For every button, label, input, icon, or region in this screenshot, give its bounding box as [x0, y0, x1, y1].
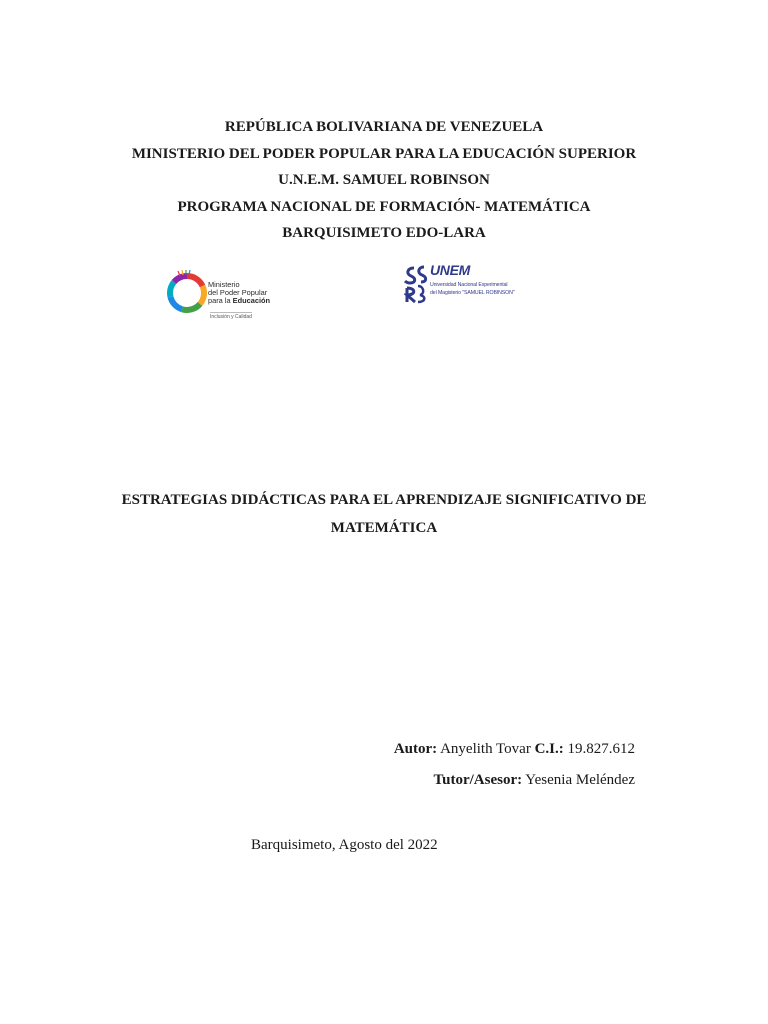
header-line-program: PROGRAMA NACIONAL DE FORMACIÓN- MATEMÁTICA	[177, 198, 591, 215]
unem-logo-subtitle-1: Universidad Nacional Experimental	[430, 282, 508, 288]
unem-logo-subtitle-2: del Magisterio "SAMUEL ROBINSON"	[430, 290, 515, 296]
title-line-1: ESTRATEGIAS DIDÁCTICAS PARA EL APRENDIZAJE SIGNIFICATIVO DE	[121, 492, 647, 508]
unem-logo-name: UNEM	[430, 262, 471, 278]
place-date: Barquisimeto, Agosto del 2022	[251, 837, 438, 853]
tutor-line	[394, 765, 635, 796]
header-line-country: REPÚBLICA BOLIVARIANA DE VENEZUELA	[224, 119, 544, 135]
unem-logo	[404, 262, 516, 306]
tutor-name: Yesenia Meléndez	[525, 771, 635, 788]
author-block	[394, 734, 635, 795]
ci-label: C.I.:	[534, 741, 564, 757]
title-line-2: MATEMÁTICA	[330, 519, 438, 536]
ministerio-logo-text: Ministerio del Poder Popular para la Educación	[208, 280, 271, 305]
ministerio-logo-tagline: Inclusión y Calidad	[210, 314, 252, 320]
document-title	[0, 487, 768, 542]
ministerio-logo	[166, 268, 271, 324]
institution-header	[0, 114, 768, 247]
tutor-label: Tutor/Asesor:	[433, 771, 523, 788]
ministerio-ring-icon	[166, 270, 208, 316]
header-line-university: U.N.E.M. SAMUEL ROBINSON	[278, 172, 490, 189]
author-line	[394, 734, 635, 765]
unem-sr-mark-icon	[404, 264, 430, 304]
header-line-city: BARQUISIMETO EDO-LARA	[282, 225, 486, 242]
autor-label: Autor:	[393, 741, 438, 757]
ci-value: 19.827.612	[567, 741, 635, 757]
autor-name: Anyelith Tovar	[440, 741, 531, 757]
header-line-ministry: MINISTERIO DEL PODER POPULAR PARA LA EDUCACIÓN SUPERIOR	[131, 145, 637, 162]
